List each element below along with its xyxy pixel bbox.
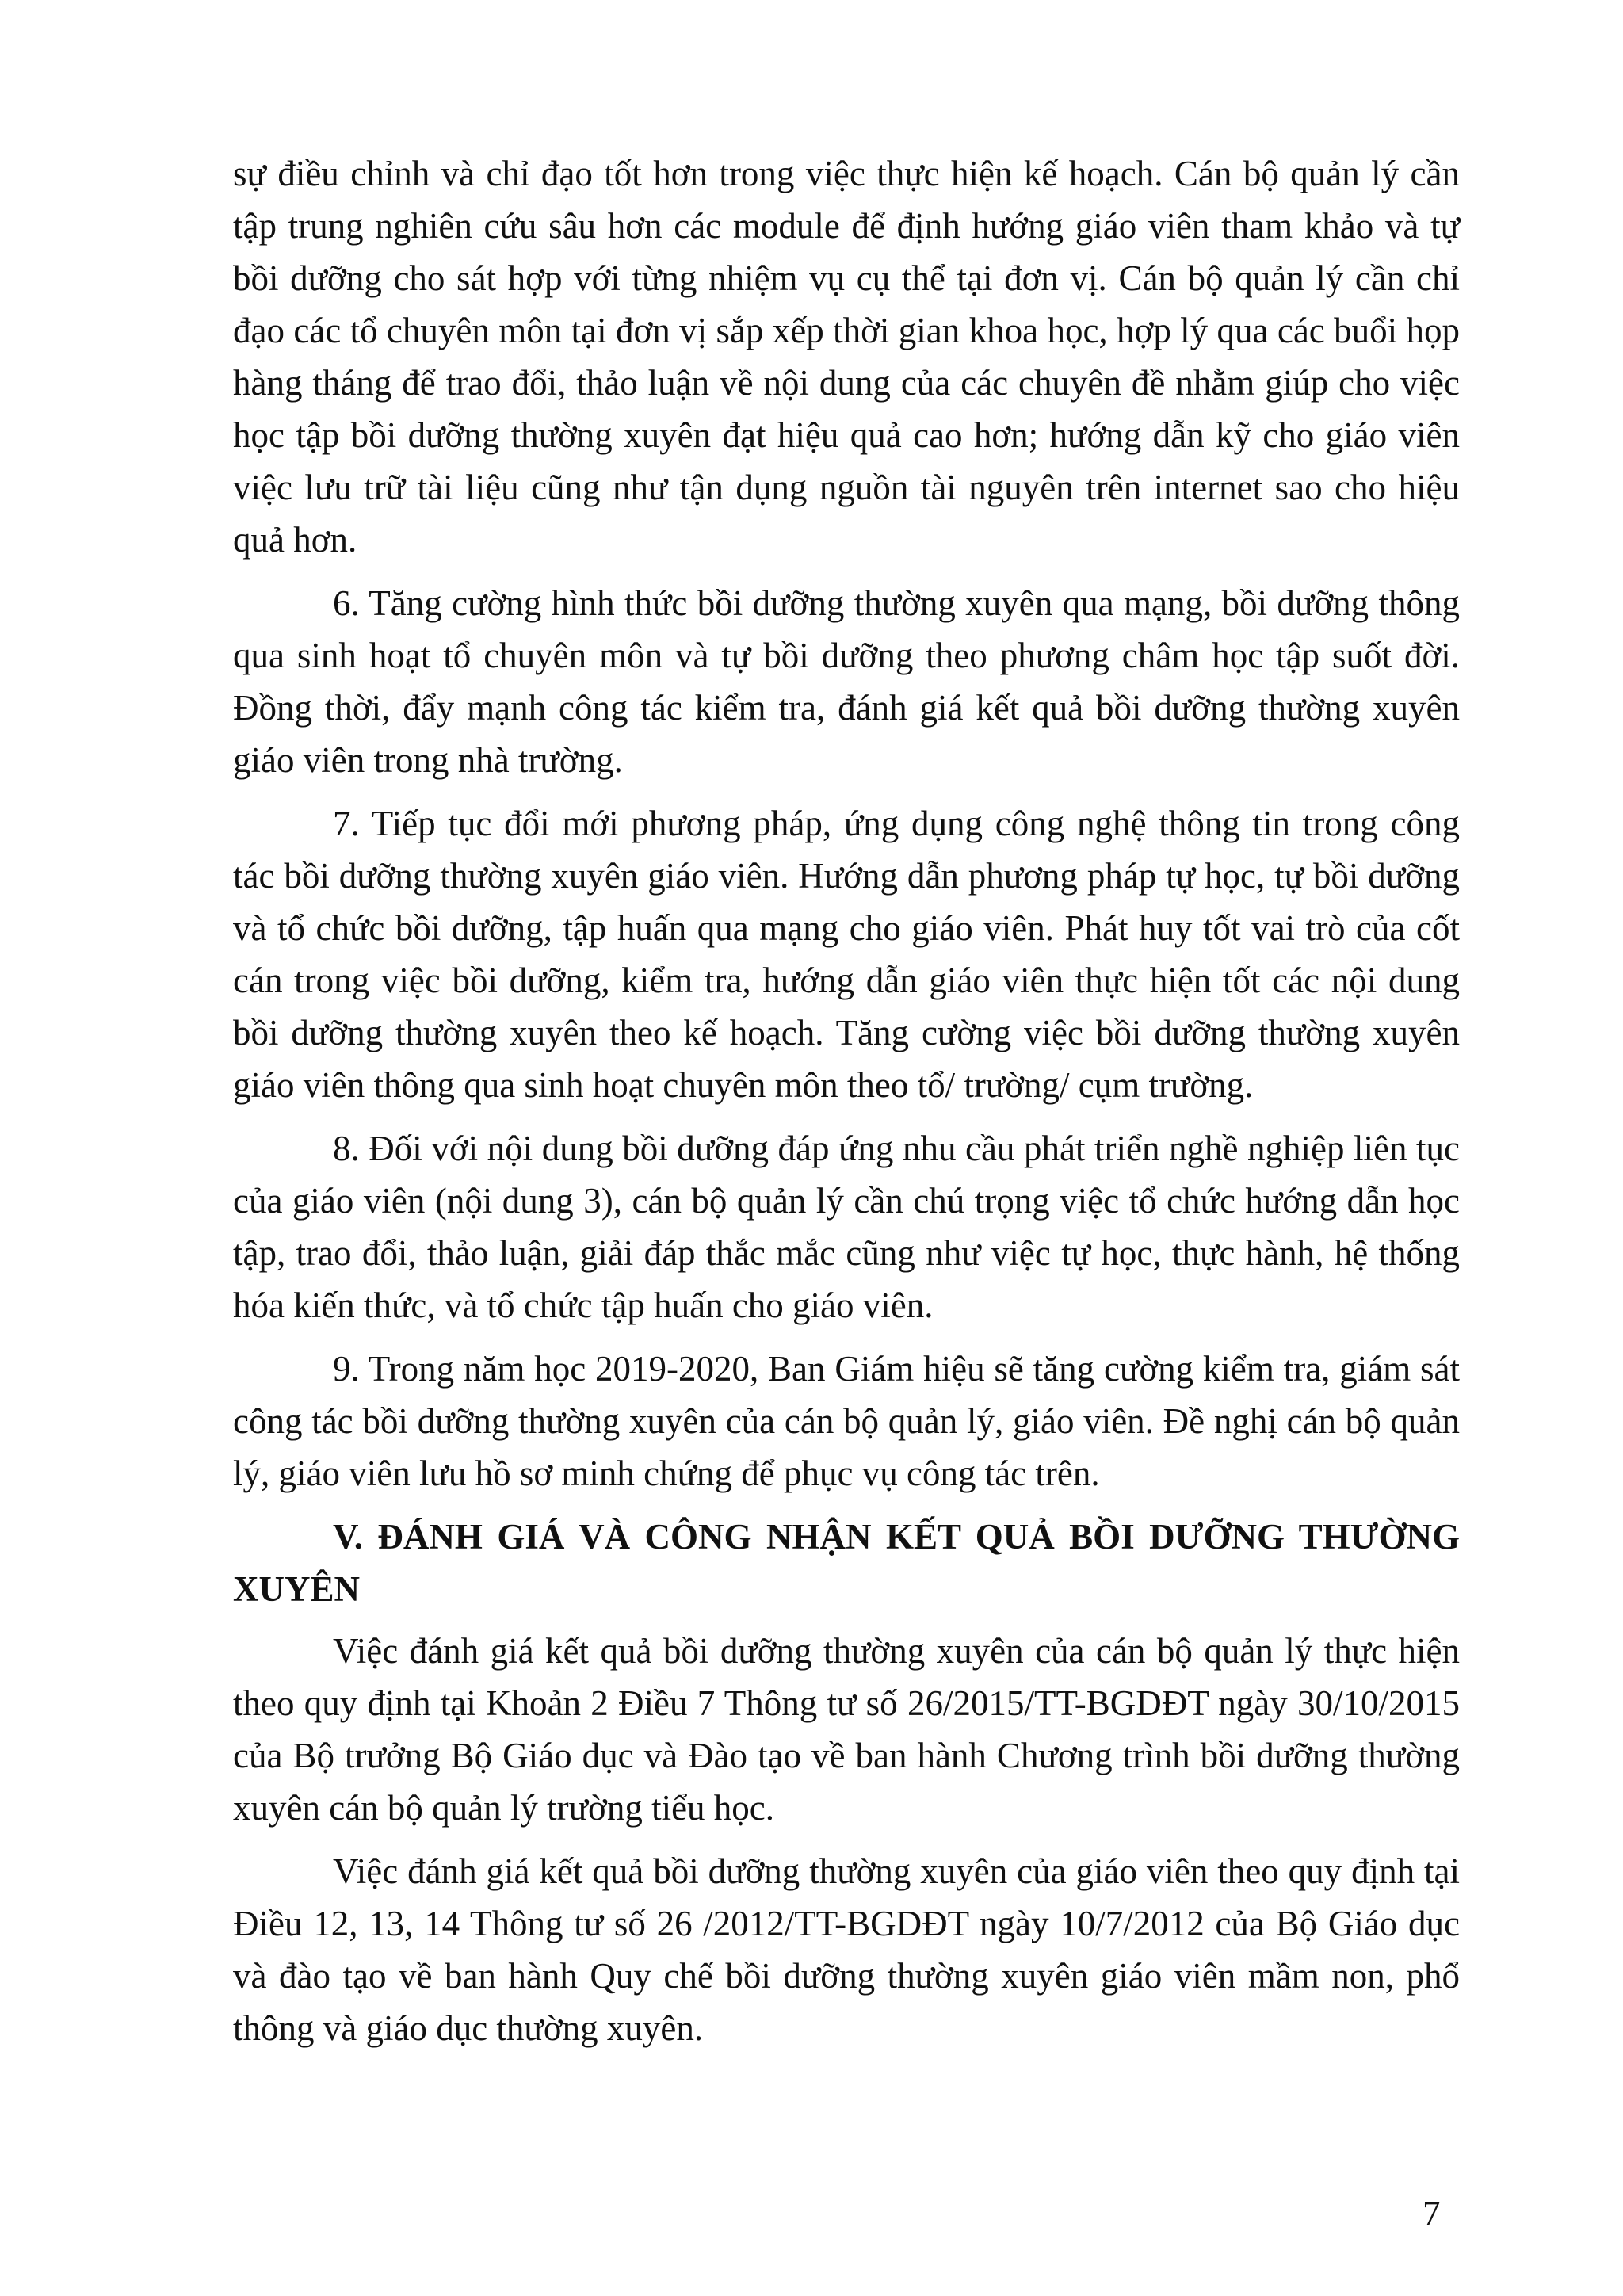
document-page	[233, 147, 1460, 2065]
page-number: 7	[1423, 2194, 1441, 2233]
section-heading: V. ĐÁNH GIÁ VÀ CÔNG NHẬN KẾT QUẢ BỒI DƯỠNG THƯỜNG XUYÊN	[233, 1517, 1460, 1609]
paragraph-continuation: sự điều chỉnh và chỉ đạo tốt hơn trong việc thực hiện kế hoạch. Cán bộ quản lý cần tập trung nghiên cứu sâu hơn các module để định hướng giáo viên tham khảo và tự bồi dưỡng cho sát hợp với từng nhiệm vụ cụ thể tại đơn vị. Cán bộ quản lý cần chỉ đạo các tổ chuyên môn tại đơn vị sắp xếp thời gian khoa học, hợp lý qua các buổi họp hàng tháng để trao đổi, thảo luận về nội dung của các chuyên đề nhằm giúp cho việc học tập bồi dưỡng thường xuyên đạt hiệu quả cao hơn; hướng dẫn kỹ cho giáo viên việc lưu trữ tài liệu cũng như tận dụng nguồn tài nguyên trên internet sao cho hiệu quả hơn.	[233, 154, 1460, 560]
paragraph-item-8: 8. Đối với nội dung bồi dưỡng đáp ứng nhu cầu phát triển nghề nghiệp liên tục của giáo viên (nội dung 3), cán bộ quản lý cần chú trọng việc tổ chức hướng dẫn học tập, trao đổi, thảo luận, giải đáp thắc mắc cũng như việc tự học, thực hành, hệ thống hóa kiến thức, và tổ chức tập huấn cho giáo viên.	[233, 1129, 1460, 1325]
section-paragraph-managers: Việc đánh giá kết quả bồi dưỡng thường xuyên của cán bộ quản lý thực hiện theo quy định tại Khoản 2 Điều 7 Thông tư số 26/2015/TT-BGDĐT ngày 30/10/2015 của Bộ trưởng Bộ Giáo dục và Đào tạo về ban hành Chương trình bồi dưỡng thường xuyên cán bộ quản lý trường tiểu học.	[233, 1631, 1460, 1828]
paragraph-item-7: 7. Tiếp tục đổi mới phương pháp, ứng dụng công nghệ thông tin trong công tác bồi dưỡng thường xuyên giáo viên. Hướng dẫn phương pháp tự học, tự bồi dưỡng và tổ chức bồi dưỡng, tập huấn qua mạng cho giáo viên. Phát huy tốt vai trò của cốt cán trong việc bồi dưỡng, kiểm tra, hướng dẫn giáo viên thực hiện tốt các nội dung bồi dưỡng thường xuyên theo kế hoạch. Tăng cường việc bồi dưỡng thường xuyên giáo viên thông qua sinh hoạt chuyên môn theo tổ/ trường/ cụm trường.	[233, 804, 1460, 1105]
section-paragraph-teachers: Việc đánh giá kết quả bồi dưỡng thường xuyên của giáo viên theo quy định tại Điều 12, 13, 14 Thông tư số 26 /2012/TT-BGDĐT ngày 10/7/2012 của Bộ Giáo dục và đào tạo về ban hành Quy chế bồi dưỡng thường xuyên giáo viên mầm non, phổ thông và giáo dục thường xuyên.	[233, 1851, 1460, 2048]
paragraph-item-9: 9. Trong năm học 2019-2020, Ban Giám hiệu sẽ tăng cường kiểm tra, giám sát công tác bồi dưỡng thường xuyên của cán bộ quản lý, giáo viên. Đề nghị cán bộ quản lý, giáo viên lưu hồ sơ minh chứng để phục vụ công tác trên.	[233, 1349, 1460, 1493]
paragraph-item-6: 6. Tăng cường hình thức bồi dưỡng thường xuyên qua mạng, bồi dưỡng thông qua sinh hoạt tổ chuyên môn và tự bồi dưỡng theo phương châm học tập suốt đời. Đồng thời, đẩy mạnh công tác kiểm tra, đánh giá kết quả bồi dưỡng thường xuyên giáo viên trong nhà trường.	[233, 583, 1460, 780]
